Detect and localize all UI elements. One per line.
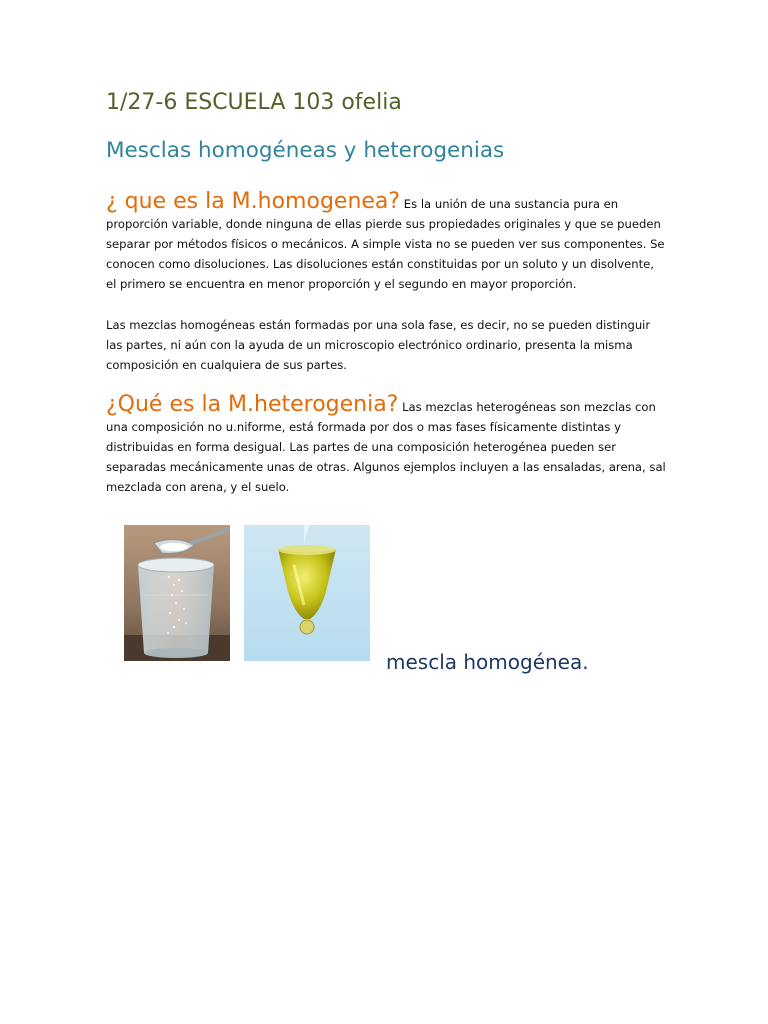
document-title: 1/27-6 ESCUELA 103 ofelia: [106, 90, 402, 115]
heterogenea-text: Las mezclas heterogéneas son mezclas con una composición no u.niforme, está formada por dos o mas fases físicamente distintas y distribuidas en forma desigual. Las partes de una composición heterogénea pueden ser separadas mecánicamente unas de otras. Algunos ejemplos incluyen a las ensaladas, arena, sal mezclada con arena, y el suelo.: [106, 400, 666, 494]
homogenea-paragraph-2: Las mezclas homogéneas están formadas por una sola fase, es decir, no se pueden distinguir las partes, ni aún con la ayuda de un microscopio electrónico ordinario, presenta la misma composición en cualquiera de sus partes.: [106, 318, 651, 372]
document-subtitle: Mesclas homogéneas y heterogenias: [106, 138, 505, 163]
heterogenea-heading: ¿Qué es la M.heterogenia?: [106, 392, 399, 417]
homogenea-text: Es la unión de una sustancia pura en proporción variable, donde ninguna de ellas pierde sus propiedades originales y que se pueden separar por métodos físicos o mecánicos. A simple vista no se pueden ver sus componentes. Se conocen como disoluciones. Las disoluciones están constituidas por un soluto y un disolvente, el primero se encuentra en menor proporción y el segundo en mayor proporción.: [106, 197, 665, 291]
homogenea-section: [106, 190, 666, 294]
heterogenea-section: [106, 393, 666, 497]
glass-water-photo: [124, 525, 230, 661]
figure-caption: mescla homogénea.: [386, 650, 589, 674]
homogenea-heading: ¿ que es la M.homogenea?: [106, 189, 401, 214]
yellow-liquid-photo: [244, 525, 370, 661]
